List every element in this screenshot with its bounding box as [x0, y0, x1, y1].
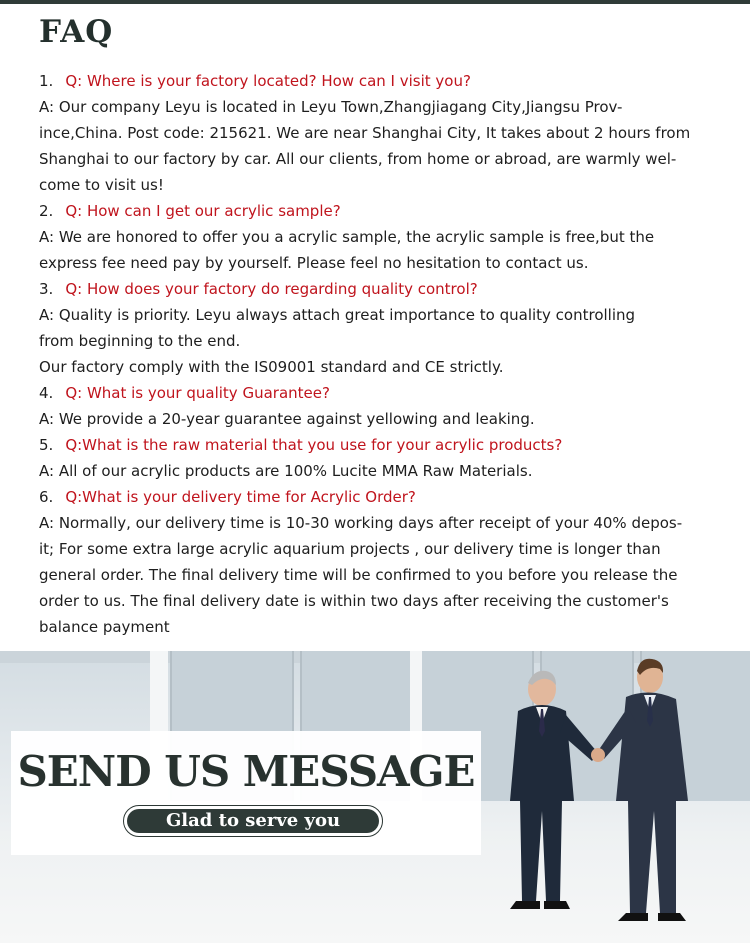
- faq-question: [39, 380, 729, 406]
- top-bar: [0, 0, 750, 4]
- faq-question-text: Q: Where is your factory located? How can I visit you?: [65, 72, 471, 90]
- handshake-illustration: [490, 651, 740, 943]
- send-message-card: [11, 731, 481, 855]
- faq-answer-line: come to visit us!: [39, 176, 164, 194]
- faq-question-text: Q: What is your quality Guarantee?: [65, 384, 330, 402]
- faq-question-text: Q: How can I get our acrylic sample?: [65, 202, 341, 220]
- faq-answer-line: general order. The final delivery time will be confirmed to you before you release the: [39, 566, 678, 584]
- faq-question-text: Q:What is the raw material that you use for your acrylic products?: [65, 436, 563, 454]
- faq-question: [39, 276, 729, 302]
- faq-answer-line: A: Normally, our delivery time is 10-30 working days after receipt of your 40% depos-: [39, 514, 683, 532]
- faq-answer-line: A: We provide a 20-year guarantee against yellowing and leaking.: [39, 410, 535, 428]
- faq-question-number: 4.: [39, 384, 54, 402]
- faq-answer-line: from beginning to the end.: [39, 332, 241, 350]
- faq-question-number: 6.: [39, 488, 54, 506]
- faq-question: [39, 484, 729, 510]
- faq-answer-line: it; For some extra large acrylic aquarium projects , our delivery time is longer than: [39, 540, 661, 558]
- faq-answer-line: A: Quality is priority. Leyu always attach great importance to quality controlling: [39, 306, 636, 324]
- faq-question: [39, 432, 729, 458]
- faq-answer-line: Our factory comply with the IS09001 standard and CE strictly.: [39, 358, 504, 376]
- faq-title: FAQ: [39, 14, 114, 50]
- faq-answer-line: ince,China. Post code: 215621. We are near Shanghai City, It takes about 2 hours from: [39, 124, 691, 142]
- faq-question-number: 2.: [39, 202, 54, 220]
- faq-question: [39, 198, 729, 224]
- faq-answer-line: balance payment: [39, 618, 170, 636]
- faq-question-text: Q: How does your factory do regarding quality control?: [65, 280, 478, 298]
- send-message-title: SEND US MESSAGE: [17, 747, 475, 796]
- faq-answer-line: express fee need pay by yourself. Please feel no hesitation to contact us.: [39, 254, 589, 272]
- glad-to-serve-button[interactable]: [123, 805, 383, 837]
- faq-answer-line: Shanghai to our factory by car. All our clients, from home or abroad, are warmly wel-: [39, 150, 677, 168]
- faq-question: [39, 68, 729, 94]
- faq-list: [39, 68, 729, 640]
- faq-answer-line: A: We are honored to offer you a acrylic sample, the acrylic sample is free,but the: [39, 228, 655, 246]
- faq-answer-line: A: All of our acrylic products are 100% Lucite MMA Raw Materials.: [39, 462, 533, 480]
- faq-question-number: 1.: [39, 72, 54, 90]
- faq-answer-line: A: Our company Leyu is located in Leyu Town,Zhangjiagang City,Jiangsu Prov-: [39, 98, 623, 116]
- faq-question-number: 5.: [39, 436, 54, 454]
- faq-question-text: Q:What is your delivery time for Acrylic Order?: [65, 488, 416, 506]
- faq-question-number: 3.: [39, 280, 54, 298]
- faq-answer-line: order to us. The final delivery date is within two days after receiving the customer's: [39, 592, 669, 610]
- glad-to-serve-label: Glad to serve you: [127, 809, 379, 833]
